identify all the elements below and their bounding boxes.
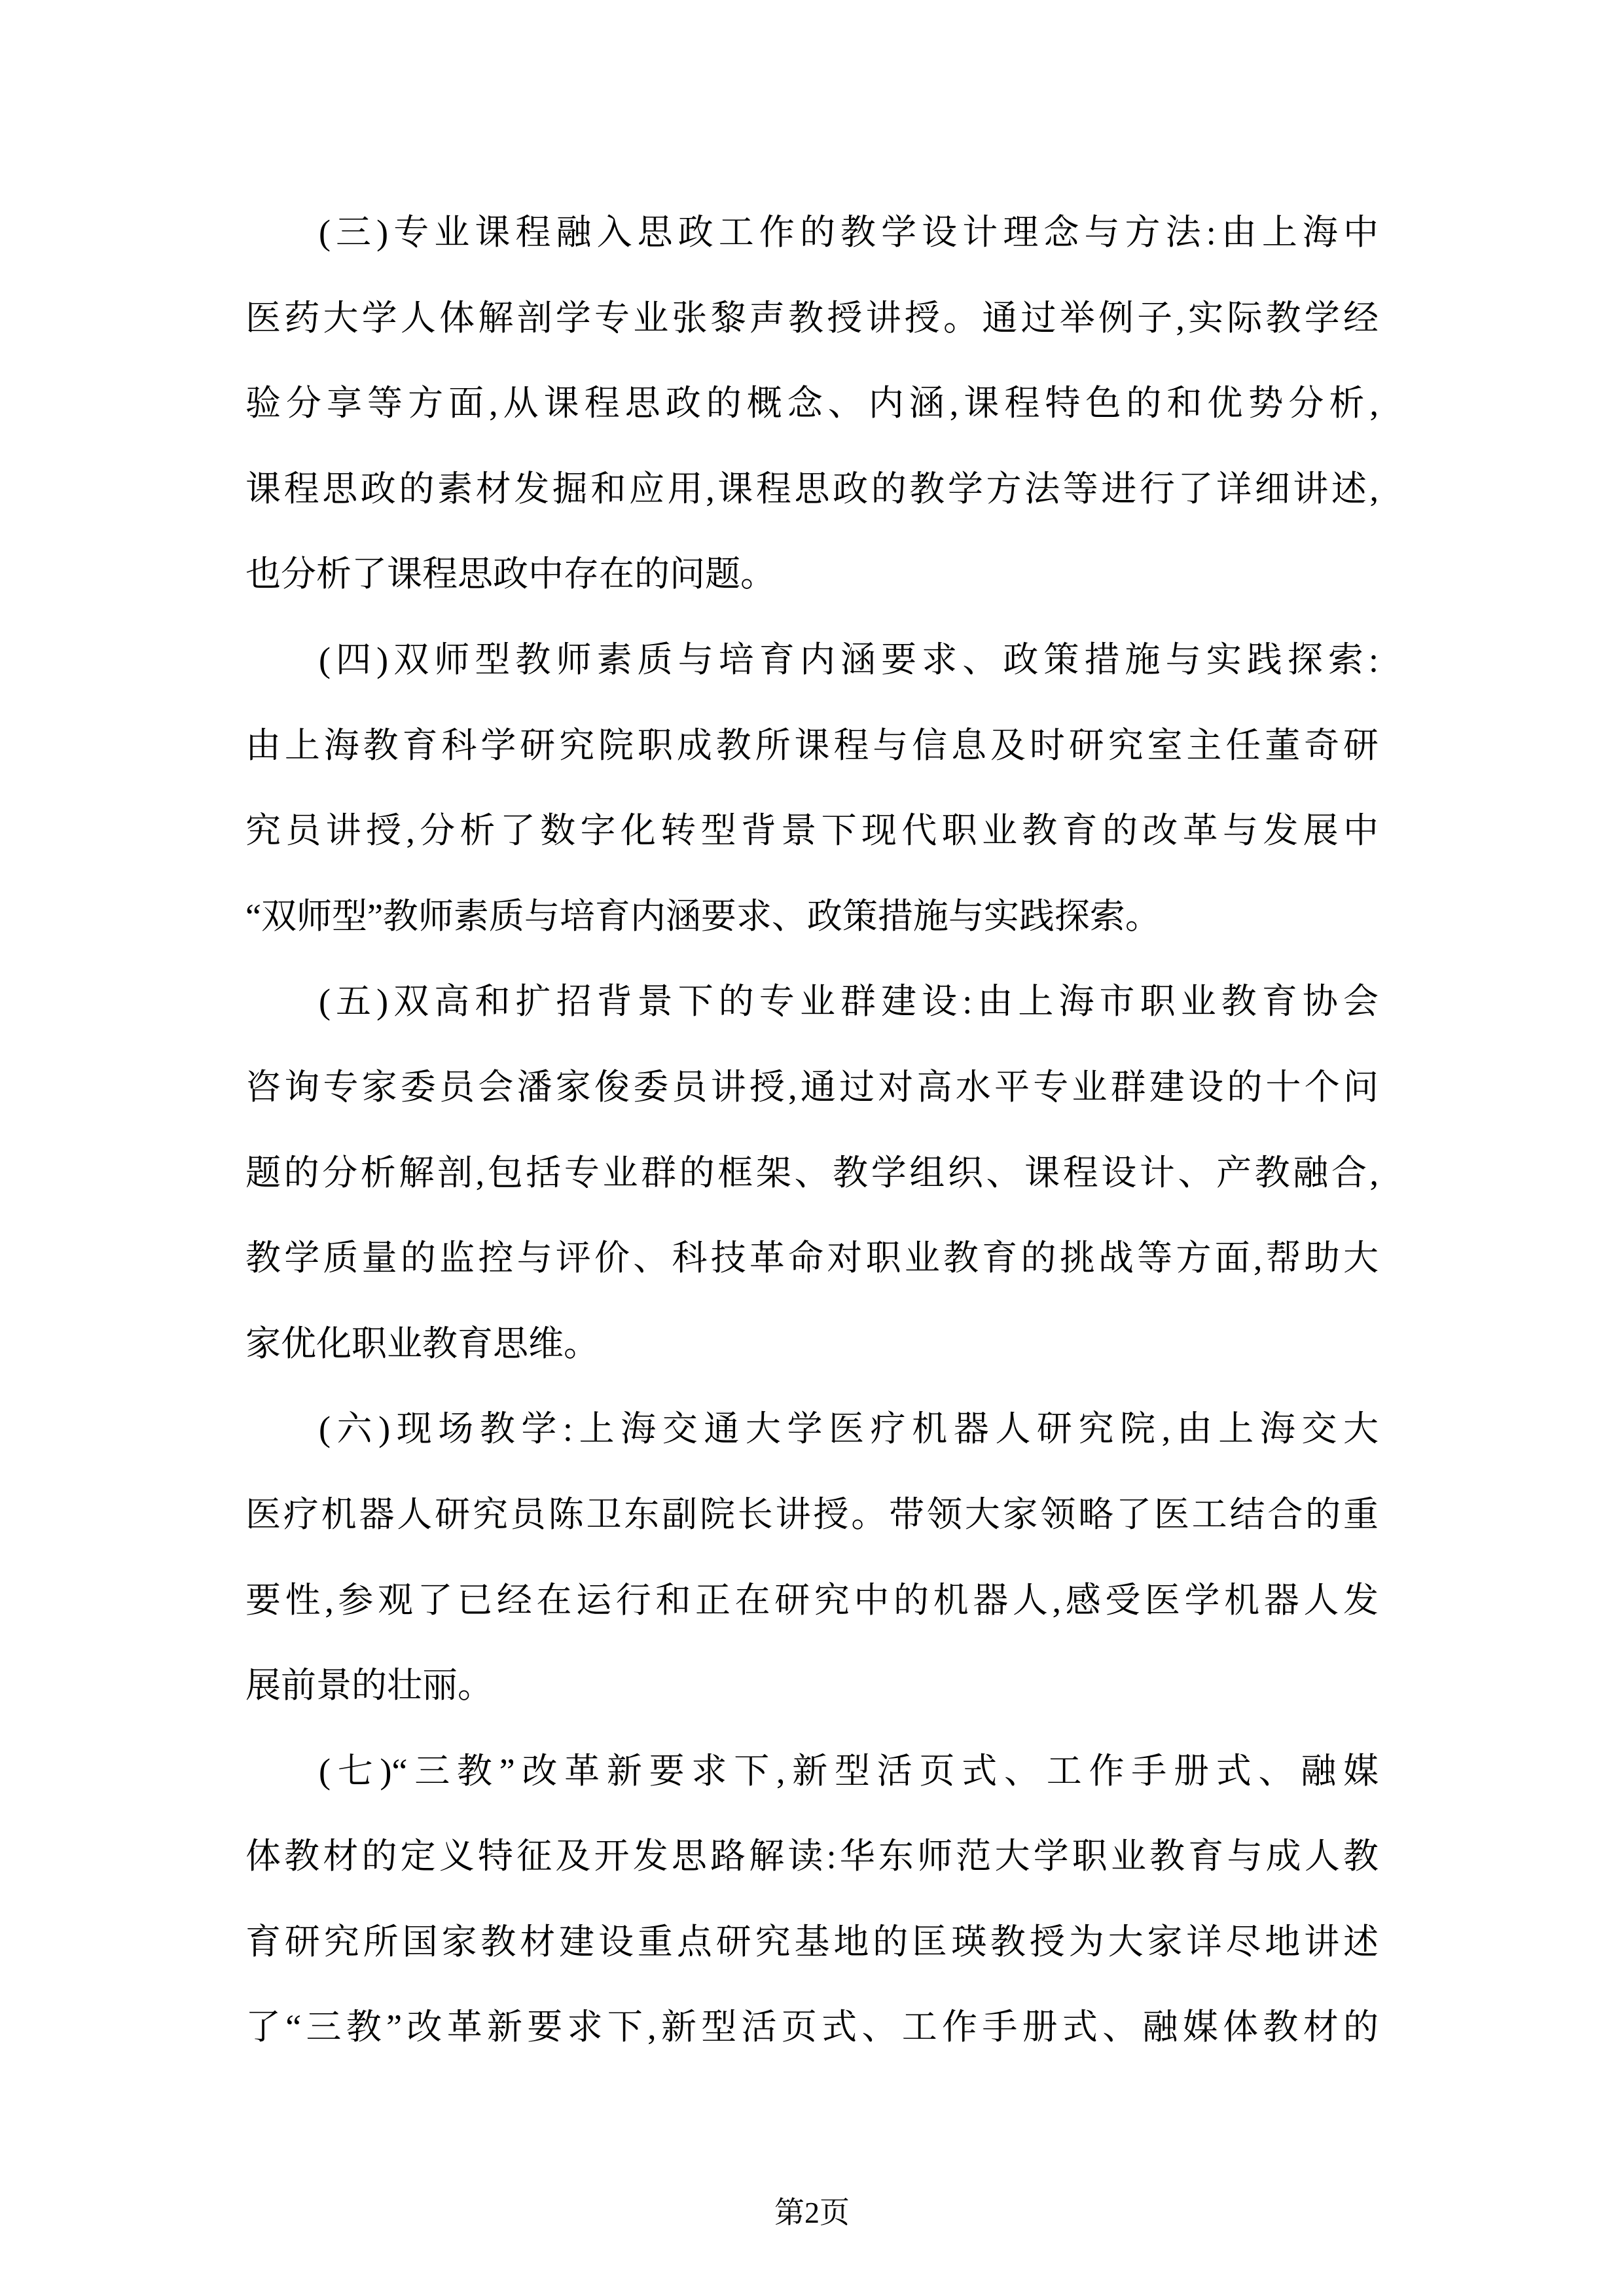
body-line: (七)“三教”改革新要求下,新型活页式、工作手册式、融媒 bbox=[319, 1751, 1379, 1791]
body-line: 究员讲授,分析了数字化转型背景下现代职业教育的改革与发展中 bbox=[245, 811, 1379, 851]
body-line: 了“三教”改革新要求下,新型活页式、工作手册式、融媒体教材的 bbox=[245, 2007, 1379, 2047]
paragraph-5 bbox=[245, 959, 1379, 1386]
paragraph-3 bbox=[245, 190, 1379, 617]
body-line: 展前景的壮丽。 bbox=[245, 1666, 493, 1706]
body-line: 课程思政的素材发掘和应用,课程思政的教学方法等进行了详细讲述, bbox=[245, 469, 1379, 509]
body-line: 医药大学人体解剖学专业张黎声教授讲授。通过举例子,实际教学经 bbox=[245, 298, 1379, 338]
body-line: (五)双高和扩招背景下的专业群建设:由上海市职业教育协会 bbox=[319, 982, 1379, 1022]
body-line: (四)双师型教师素质与培育内涵要求、政策措施与实践探索: bbox=[319, 639, 1379, 679]
paragraph-7 bbox=[245, 1729, 1379, 2070]
page-number: 第2页 bbox=[774, 2196, 850, 2229]
body-line: (六)现场教学:上海交通大学医疗机器人研究院,由上海交大 bbox=[319, 1409, 1379, 1449]
body-line: 医疗机器人研究员陈卫东副院长讲授。带领大家领略了医工结合的重 bbox=[245, 1494, 1379, 1534]
body-line: 家优化职业教育思维。 bbox=[245, 1323, 599, 1363]
paragraph-4 bbox=[245, 617, 1379, 959]
document-body bbox=[245, 190, 1379, 2070]
body-line: 咨询专家委员会潘家俊委员讲授,通过对高水平专业群建设的十个问 bbox=[245, 1067, 1379, 1107]
paragraph-6 bbox=[245, 1386, 1379, 1728]
body-line: “双师型”教师素质与培育内涵要求、政策措施与实践探索。 bbox=[245, 896, 1161, 936]
body-line: 由上海教育科学研究院职成教所课程与信息及时研究室主任董奇研 bbox=[245, 725, 1379, 765]
body-line: 题的分析解剖,包括专业群的框架、教学组织、课程设计、产教融合, bbox=[245, 1153, 1379, 1193]
body-line: (三)专业课程融入思政工作的教学设计理念与方法:由上海中 bbox=[319, 213, 1379, 252]
page-footer bbox=[0, 2193, 1624, 2233]
body-line: 也分析了课程思政中存在的问题。 bbox=[245, 554, 776, 594]
body-line: 育研究所国家教材建设重点研究基地的匡瑛教授为大家详尽地讲述 bbox=[245, 1922, 1379, 1962]
body-line: 验分享等方面,从课程思政的概念、内涵,课程特色的和优势分析, bbox=[245, 384, 1379, 423]
body-line: 体教材的定义特征及开发思路解读:华东师范大学职业教育与成人教 bbox=[245, 1837, 1379, 1876]
body-line: 要性,参观了已经在运行和正在研究中的机器人,感受医学机器人发 bbox=[245, 1580, 1379, 1620]
body-line: 教学质量的监控与评价、科技革命对职业教育的挑战等方面,帮助大 bbox=[245, 1238, 1379, 1278]
